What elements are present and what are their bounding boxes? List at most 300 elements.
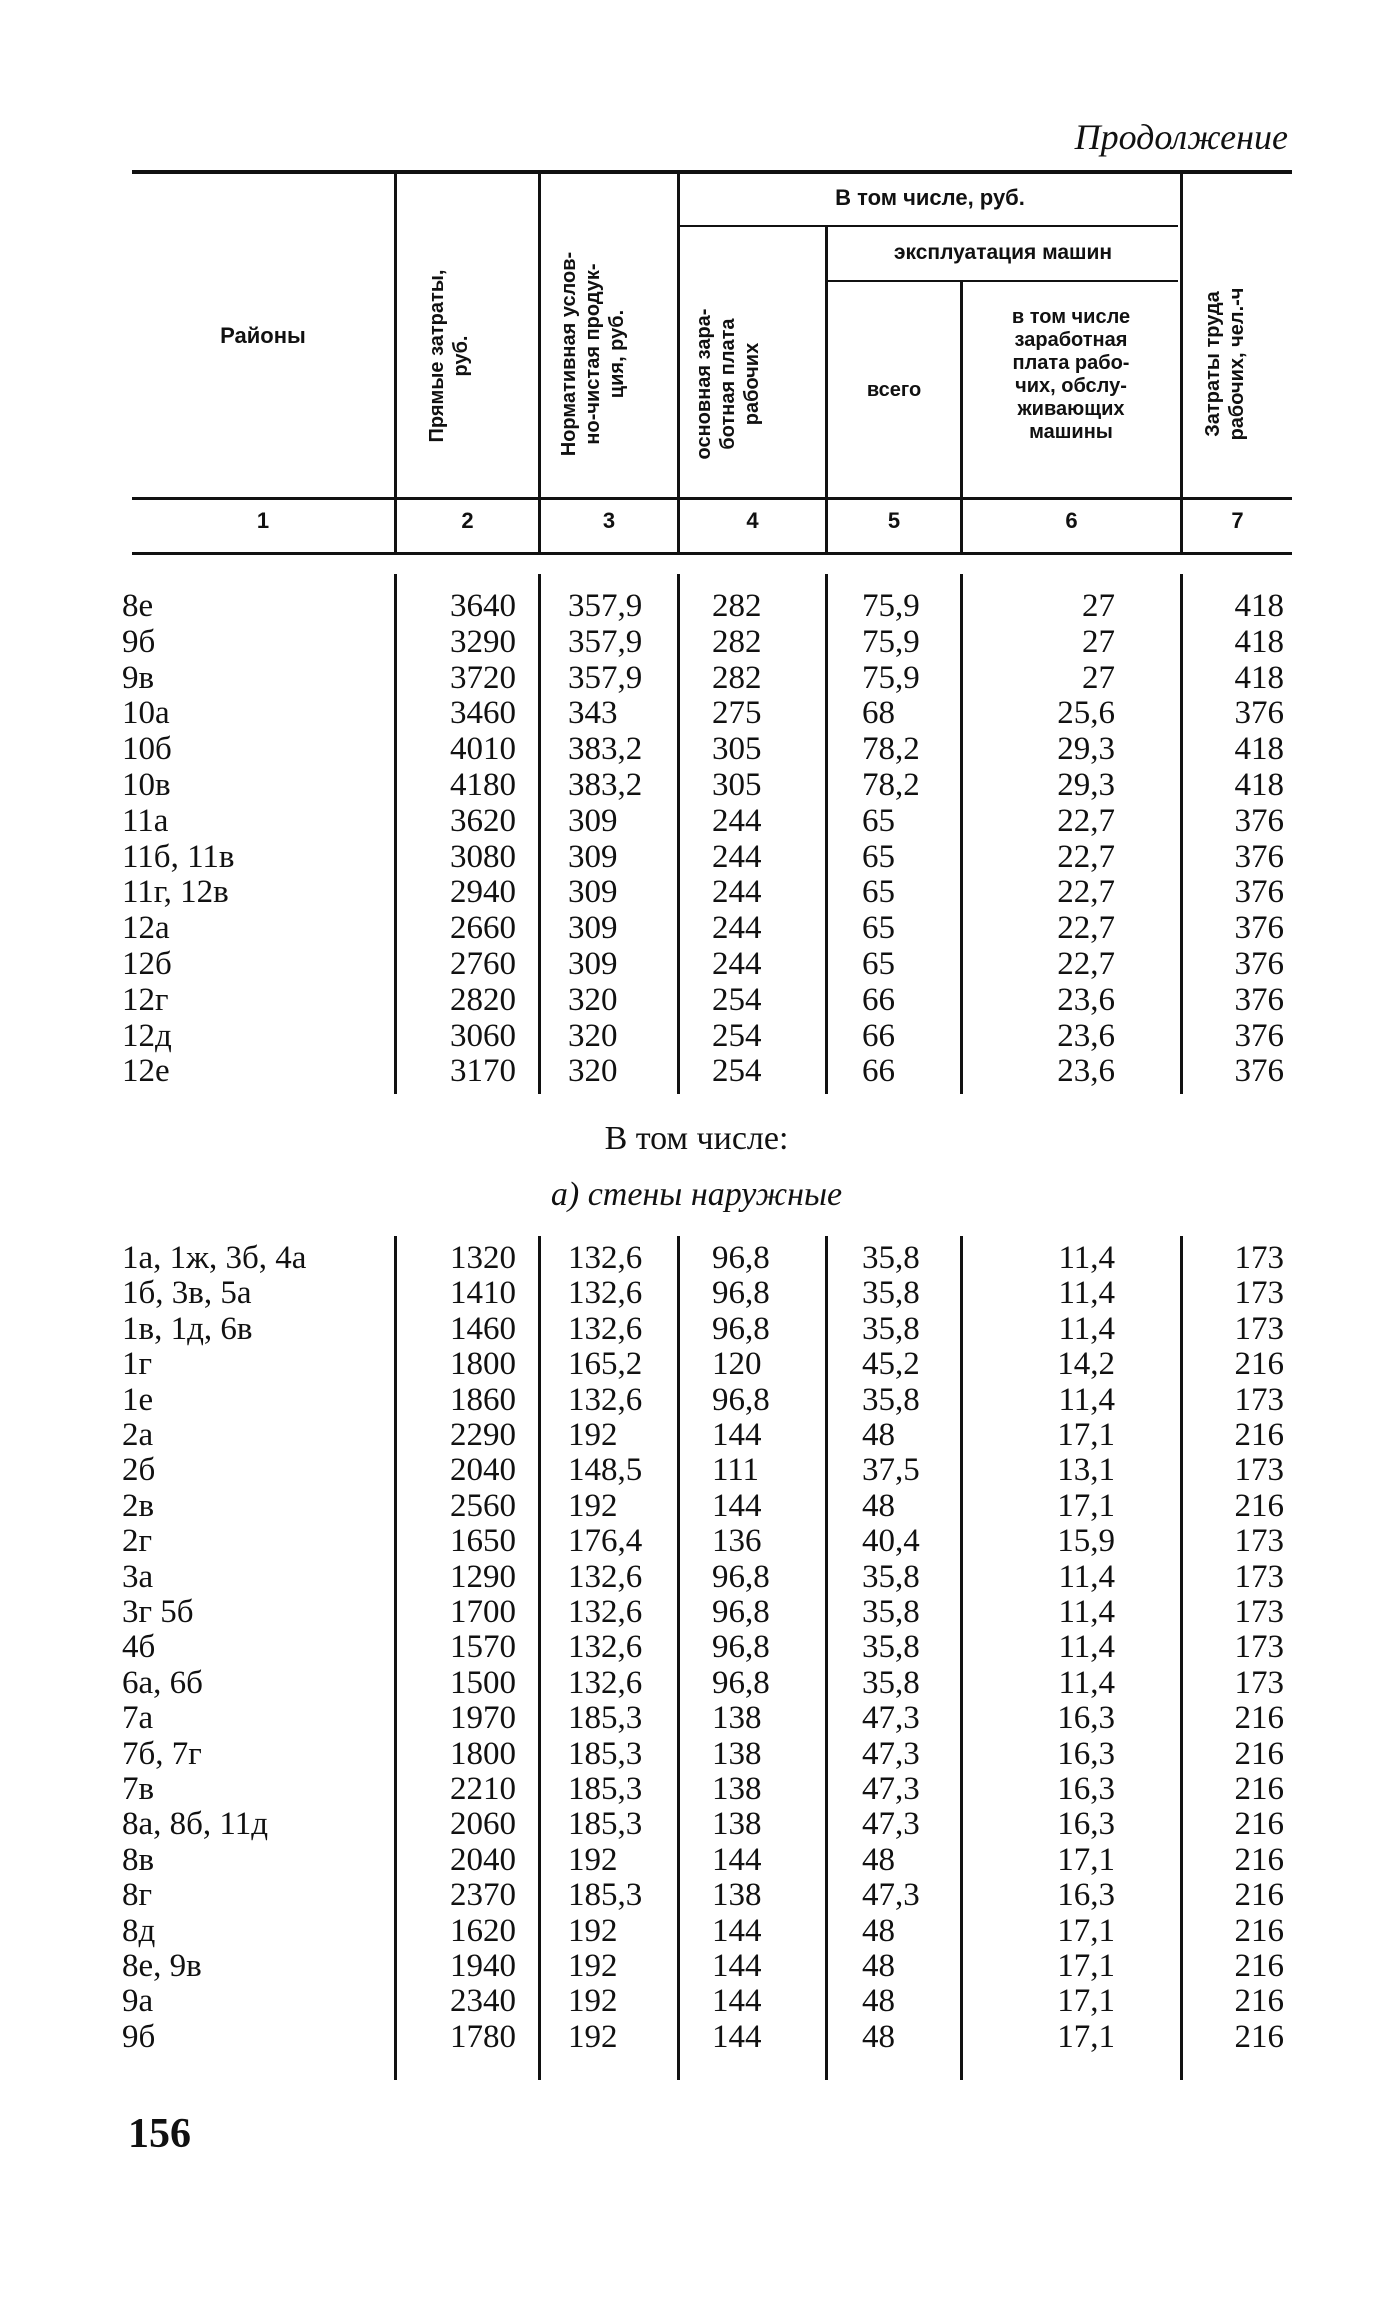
table-row [0, 1771, 1393, 1807]
value-cell-col6: 22,7 [1057, 874, 1115, 911]
value-cell-col7: 376 [1234, 802, 1284, 839]
header-vline-3 [677, 174, 680, 555]
value-cell-col3: 309 [568, 838, 618, 875]
value-cell-col7: 216 [1234, 1948, 1284, 1984]
value-cell-col3: 192 [568, 1948, 618, 1984]
value-cell-col4: 120 [712, 1346, 762, 1383]
value-cell-col3: 185,3 [568, 1771, 643, 1807]
district-cell: 11г, 12в [122, 874, 229, 911]
value-cell-col3: 176,4 [568, 1523, 643, 1560]
header-vline-2 [538, 174, 541, 555]
value-cell-col5: 35,8 [862, 1664, 920, 1701]
value-cell-col2: 1650 [450, 1523, 516, 1560]
colnum-4: 4 [746, 508, 759, 533]
value-cell-col3: 132,6 [568, 1664, 643, 1701]
value-cell-col7: 216 [1234, 1487, 1284, 1524]
value-cell-col5: 35,8 [862, 1381, 920, 1418]
value-cell-col6: 16,3 [1057, 1771, 1115, 1807]
value-cell-col4: 136 [712, 1523, 762, 1560]
district-cell: 7в [122, 1771, 155, 1807]
table-row [0, 1983, 1393, 2019]
value-cell-col5: 48 [862, 1983, 895, 2020]
table-row [0, 839, 1393, 875]
value-cell-col3: 192 [568, 1841, 618, 1878]
value-cell-col3: 357,9 [568, 623, 643, 660]
table-row [0, 1913, 1393, 1949]
value-cell-col4: 305 [712, 767, 762, 803]
value-cell-col4: 244 [712, 946, 762, 982]
value-cell-col2: 2940 [450, 874, 516, 911]
value-cell-col7: 173 [1234, 1275, 1284, 1312]
value-cell-col5: 48 [862, 2018, 895, 2055]
value-cell-col4: 254 [712, 1053, 762, 1090]
value-cell-col2: 2760 [450, 946, 516, 982]
table-row [0, 731, 1393, 767]
value-cell-col6: 11,4 [1058, 1240, 1115, 1276]
value-cell-col4: 244 [712, 874, 762, 911]
value-cell-col6: 16,3 [1057, 1806, 1115, 1843]
table-row [0, 1559, 1393, 1595]
value-cell-col2: 2820 [450, 981, 516, 1018]
value-cell-col4: 144 [712, 1841, 762, 1878]
value-cell-col5: 75,9 [862, 588, 920, 624]
table-row [0, 1053, 1393, 1089]
value-cell-col3: 185,3 [568, 1877, 643, 1914]
table-row [0, 1877, 1393, 1913]
value-cell-col5: 66 [862, 1053, 895, 1090]
value-cell-col3: 192 [568, 1487, 618, 1524]
value-cell-col7: 173 [1234, 1523, 1284, 1560]
value-cell-col7: 418 [1234, 731, 1284, 768]
table-row [0, 2019, 1393, 2055]
value-cell-col5: 47,3 [862, 1877, 920, 1914]
header-bottom-rule [132, 497, 1292, 500]
value-cell-col2: 3080 [450, 838, 516, 875]
value-cell-col3: 132,6 [568, 1629, 643, 1666]
value-cell-col5: 48 [862, 1912, 895, 1949]
value-cell-col3: 132,6 [568, 1558, 643, 1595]
value-cell-col5: 35,8 [862, 1629, 920, 1666]
value-cell-col2: 1500 [450, 1664, 516, 1701]
value-cell-col6: 22,7 [1057, 838, 1115, 875]
value-cell-col2: 1940 [450, 1948, 516, 1984]
district-cell: 1г [122, 1346, 153, 1383]
table-row [0, 660, 1393, 696]
header-normative-product: Нормативная услов- но-чистая продук- ция, руб. [558, 251, 628, 457]
district-cell: 12б [122, 946, 172, 982]
value-cell-col7: 418 [1234, 623, 1284, 660]
value-cell-col2: 1780 [450, 2018, 516, 2055]
value-cell-col3: 192 [568, 1417, 618, 1453]
district-cell: 8е, 9в [122, 1948, 202, 1984]
value-cell-col3: 132,6 [568, 1381, 643, 1418]
value-cell-col7: 216 [1234, 1841, 1284, 1878]
value-cell-col2: 4010 [450, 731, 516, 768]
value-cell-col2: 3640 [450, 588, 516, 624]
table-row [0, 588, 1393, 624]
district-cell: 1а, 1ж, 3б, 4а [122, 1240, 307, 1276]
value-cell-col3: 185,3 [568, 1735, 643, 1772]
value-cell-col5: 65 [862, 802, 895, 839]
value-cell-col7: 376 [1234, 946, 1284, 982]
value-cell-col3: 185,3 [568, 1700, 643, 1737]
value-cell-col3: 132,6 [568, 1240, 643, 1276]
district-cell: 12а [122, 910, 170, 947]
value-cell-col6: 11,4 [1058, 1558, 1115, 1595]
value-cell-col6: 22,7 [1057, 946, 1115, 982]
value-cell-col7: 376 [1234, 838, 1284, 875]
value-cell-col2: 3290 [450, 623, 516, 660]
value-cell-col5: 65 [862, 946, 895, 982]
value-cell-col4: 138 [712, 1735, 762, 1772]
value-cell-col6: 23,6 [1057, 1017, 1115, 1054]
value-cell-col2: 2060 [450, 1806, 516, 1843]
value-cell-col6: 23,6 [1057, 981, 1115, 1018]
header-districts: Районы [220, 323, 306, 348]
value-cell-col2: 3620 [450, 802, 516, 839]
value-cell-col6: 27 [1082, 623, 1115, 660]
value-cell-col2: 2370 [450, 1877, 516, 1914]
value-cell-col3: 309 [568, 946, 618, 982]
value-cell-col4: 282 [712, 623, 762, 660]
value-cell-col5: 47,3 [862, 1806, 920, 1843]
value-cell-col7: 173 [1234, 1310, 1284, 1347]
header-direct-costs: Прямые затраты, руб. [426, 269, 472, 443]
value-cell-col5: 47,3 [862, 1771, 920, 1807]
value-cell-col4: 138 [712, 1771, 762, 1807]
value-cell-col4: 138 [712, 1700, 762, 1737]
value-cell-col2: 1800 [450, 1346, 516, 1383]
value-cell-col2: 1460 [450, 1310, 516, 1347]
value-cell-col2: 3060 [450, 1017, 516, 1054]
table-row [0, 1842, 1393, 1878]
value-cell-col6: 14,2 [1057, 1346, 1115, 1383]
value-cell-col2: 2290 [450, 1417, 516, 1453]
value-cell-col4: 254 [712, 981, 762, 1018]
value-cell-col3: 192 [568, 1983, 618, 2020]
district-cell: 12е [122, 1053, 170, 1090]
value-cell-col5: 40,4 [862, 1523, 920, 1560]
value-cell-col7: 418 [1234, 588, 1284, 624]
value-cell-col6: 17,1 [1057, 1948, 1115, 1984]
value-cell-col6: 27 [1082, 659, 1115, 696]
value-cell-col5: 47,3 [862, 1735, 920, 1772]
value-cell-col4: 111 [712, 1452, 760, 1489]
value-cell-col7: 216 [1234, 1346, 1284, 1383]
value-cell-col6: 17,1 [1057, 1417, 1115, 1453]
district-cell: 9б [122, 623, 156, 660]
value-cell-col6: 29,3 [1057, 731, 1115, 768]
value-cell-col4: 275 [712, 695, 762, 732]
value-cell-col6: 22,7 [1057, 802, 1115, 839]
value-cell-col4: 282 [712, 659, 762, 696]
value-cell-col6: 15,9 [1057, 1523, 1115, 1560]
value-cell-col4: 144 [712, 1948, 762, 1984]
value-cell-col7: 216 [1234, 2018, 1284, 2055]
header-machine-operation: эксплуатация машин [893, 241, 1113, 264]
value-cell-col7: 376 [1234, 874, 1284, 911]
value-cell-col5: 78,2 [862, 731, 920, 768]
value-cell-col5: 65 [862, 838, 895, 875]
district-cell: 4б [122, 1629, 156, 1666]
district-cell: 1в, 1д, 6в [122, 1310, 253, 1347]
value-cell-col5: 66 [862, 981, 895, 1018]
value-cell-col2: 1570 [450, 1629, 516, 1666]
district-cell: 8а, 8б, 11д [122, 1806, 269, 1843]
value-cell-col7: 173 [1234, 1452, 1284, 1489]
value-cell-col5: 68 [862, 695, 895, 732]
district-cell: 3а [122, 1558, 154, 1595]
value-cell-col2: 2040 [450, 1841, 516, 1878]
table-row [0, 1452, 1393, 1488]
district-cell: 11а [122, 802, 169, 839]
value-cell-col4: 244 [712, 802, 762, 839]
value-cell-col4: 144 [712, 1983, 762, 2020]
value-cell-col6: 29,3 [1057, 767, 1115, 803]
district-cell: 11б, 11в [122, 838, 235, 875]
table-row [0, 1382, 1393, 1418]
section-title: В том числе: [604, 1120, 789, 1157]
table-row [0, 1240, 1393, 1276]
district-cell: 2г [122, 1523, 153, 1560]
value-cell-col7: 216 [1234, 1806, 1284, 1843]
colnum-3: 3 [602, 508, 616, 533]
value-cell-col5: 35,8 [862, 1558, 920, 1595]
table-row [0, 1594, 1393, 1630]
district-cell: 8г [122, 1877, 153, 1914]
value-cell-col3: 192 [568, 2018, 618, 2055]
colnum-1: 1 [256, 508, 270, 533]
value-cell-col2: 1800 [450, 1735, 516, 1772]
value-cell-col2: 1620 [450, 1912, 516, 1949]
value-cell-col2: 2560 [450, 1487, 516, 1524]
value-cell-col3: 320 [568, 1017, 618, 1054]
table-row [0, 1948, 1393, 1984]
district-cell: 2в [122, 1487, 155, 1524]
value-cell-col2: 1700 [450, 1594, 516, 1630]
value-cell-col7: 418 [1234, 659, 1284, 696]
table-row [0, 1417, 1393, 1453]
table-row [0, 1665, 1393, 1701]
value-cell-col2: 1290 [450, 1558, 516, 1595]
value-cell-col5: 48 [862, 1487, 895, 1524]
value-cell-col3: 383,2 [568, 767, 643, 803]
value-cell-col6: 11,4 [1058, 1275, 1115, 1312]
value-cell-col4: 144 [712, 1487, 762, 1524]
value-cell-col4: 138 [712, 1806, 762, 1843]
value-cell-col5: 35,8 [862, 1310, 920, 1347]
value-cell-col4: 282 [712, 588, 762, 624]
value-cell-col6: 22,7 [1057, 910, 1115, 947]
value-cell-col5: 37,5 [862, 1452, 920, 1489]
district-cell: 3г 5б [122, 1594, 194, 1630]
value-cell-col2: 2660 [450, 910, 516, 947]
value-cell-col6: 17,1 [1057, 2018, 1115, 2055]
value-cell-col6: 17,1 [1057, 1487, 1115, 1524]
header-total: всего [866, 379, 922, 401]
value-cell-col7: 376 [1234, 1053, 1284, 1090]
value-cell-col5: 65 [862, 874, 895, 911]
value-cell-col3: 343 [568, 695, 618, 732]
table-row [0, 1311, 1393, 1347]
header-including-group: В том числе, руб. [835, 185, 1025, 210]
value-cell-col7: 216 [1234, 1735, 1284, 1772]
colnum-7: 7 [1231, 508, 1244, 533]
value-cell-col7: 216 [1234, 1912, 1284, 1949]
value-cell-col6: 16,3 [1057, 1735, 1115, 1772]
value-cell-col6: 17,1 [1057, 1841, 1115, 1878]
district-cell: 12г [122, 981, 169, 1018]
district-cell: 10а [122, 695, 170, 732]
value-cell-col7: 173 [1234, 1381, 1284, 1418]
district-cell: 8е [122, 588, 154, 624]
table-row [0, 1736, 1393, 1772]
district-cell: 8д [122, 1912, 156, 1949]
colnum-2: 2 [461, 508, 474, 533]
table-row [0, 624, 1393, 660]
value-cell-col4: 138 [712, 1877, 762, 1914]
value-cell-col7: 376 [1234, 1017, 1284, 1054]
value-cell-col4: 96,8 [712, 1629, 770, 1666]
value-cell-col7: 418 [1234, 767, 1284, 803]
page-number: 156 [128, 2111, 191, 2157]
table-row [0, 910, 1393, 946]
value-cell-col5: 78,2 [862, 767, 920, 803]
value-cell-col5: 35,8 [862, 1240, 920, 1276]
value-cell-col2: 3720 [450, 659, 516, 696]
value-cell-col4: 96,8 [712, 1381, 770, 1418]
value-cell-col5: 48 [862, 1948, 895, 1984]
value-cell-col4: 96,8 [712, 1240, 770, 1276]
value-cell-col3: 185,3 [568, 1806, 643, 1843]
value-cell-col6: 27 [1082, 588, 1115, 624]
value-cell-col4: 305 [712, 731, 762, 768]
value-cell-col2: 3460 [450, 695, 516, 732]
value-cell-col6: 11,4 [1058, 1664, 1115, 1701]
value-cell-col4: 144 [712, 2018, 762, 2055]
continuation-label: Продолжение [1074, 117, 1288, 157]
value-cell-col3: 165,2 [568, 1346, 643, 1383]
value-cell-col5: 35,8 [862, 1594, 920, 1630]
numbers-bottom-rule [132, 552, 1292, 555]
table-row [0, 874, 1393, 910]
district-cell: 1б, 3в, 5а [122, 1275, 252, 1312]
value-cell-col4: 96,8 [712, 1275, 770, 1312]
table-row [0, 1806, 1393, 1842]
value-cell-col6: 25,6 [1057, 695, 1115, 732]
value-cell-col2: 1410 [450, 1275, 516, 1312]
value-cell-col7: 173 [1234, 1629, 1284, 1666]
value-cell-col4: 254 [712, 1017, 762, 1054]
value-cell-col3: 309 [568, 802, 618, 839]
value-cell-col3: 357,9 [568, 588, 643, 624]
value-cell-col6: 13,1 [1057, 1452, 1115, 1489]
value-cell-col2: 2040 [450, 1452, 516, 1489]
header-base-wage: основная зара- ботная плата рабочих [693, 308, 763, 460]
table-row [0, 1629, 1393, 1665]
top-rule [132, 170, 1292, 174]
value-cell-col3: 383,2 [568, 731, 643, 768]
value-cell-col7: 216 [1234, 1877, 1284, 1914]
value-cell-col4: 144 [712, 1912, 762, 1949]
colnum-6: 6 [1065, 508, 1078, 533]
table-row [0, 1275, 1393, 1311]
value-cell-col6: 11,4 [1058, 1381, 1115, 1418]
district-cell: 2а [122, 1417, 154, 1453]
value-cell-col7: 173 [1234, 1240, 1284, 1276]
value-cell-col2: 1970 [450, 1700, 516, 1737]
district-cell: 2б [122, 1452, 156, 1489]
value-cell-col5: 47,3 [862, 1700, 920, 1737]
value-cell-col2: 1320 [450, 1240, 516, 1276]
value-cell-col7: 376 [1234, 910, 1284, 947]
table-row [0, 1346, 1393, 1382]
district-cell: 9в [122, 659, 155, 696]
value-cell-col4: 244 [712, 910, 762, 947]
value-cell-col6: 11,4 [1058, 1594, 1115, 1630]
header-vline-6 [1180, 174, 1183, 555]
district-cell: 7б, 7г [122, 1735, 202, 1772]
value-cell-col3: 357,9 [568, 659, 643, 696]
value-cell-col6: 16,3 [1057, 1877, 1115, 1914]
value-cell-col6: 11,4 [1058, 1629, 1115, 1666]
subsection-title: а) стены наружные [550, 1176, 843, 1213]
value-cell-col2: 2210 [450, 1771, 516, 1807]
value-cell-col5: 48 [862, 1841, 895, 1878]
value-cell-col7: 376 [1234, 695, 1284, 732]
value-cell-col5: 75,9 [862, 659, 920, 696]
header-machine-wage: в том числе заработная плата рабо- чих, обслу- живающих машины [1011, 306, 1131, 443]
value-cell-col7: 216 [1234, 1983, 1284, 2020]
group-underline [680, 225, 1178, 227]
value-cell-col5: 35,8 [862, 1275, 920, 1312]
value-cell-col2: 3170 [450, 1053, 516, 1090]
value-cell-col5: 75,9 [862, 623, 920, 660]
value-cell-col2: 4180 [450, 767, 516, 803]
table-row [0, 767, 1393, 803]
value-cell-col7: 173 [1234, 1594, 1284, 1630]
table-row [0, 982, 1393, 1018]
value-cell-col3: 309 [568, 910, 618, 947]
subgroup-underline [826, 280, 1178, 282]
table-row [0, 1488, 1393, 1524]
table-row [0, 1700, 1393, 1736]
value-cell-col5: 65 [862, 910, 895, 947]
value-cell-col7: 173 [1234, 1664, 1284, 1701]
value-cell-col4: 144 [712, 1417, 762, 1453]
value-cell-col2: 2340 [450, 1983, 516, 2020]
table-row [0, 695, 1393, 731]
value-cell-col3: 309 [568, 874, 618, 911]
value-cell-col5: 48 [862, 1417, 895, 1453]
district-cell: 12д [122, 1017, 172, 1054]
value-cell-col7: 216 [1234, 1700, 1284, 1737]
value-cell-col6: 16,3 [1057, 1700, 1115, 1737]
value-cell-col5: 45,2 [862, 1346, 920, 1383]
value-cell-col3: 320 [568, 981, 618, 1018]
table-row [0, 803, 1393, 839]
value-cell-col7: 376 [1234, 981, 1284, 1018]
district-cell: 9б [122, 2018, 156, 2055]
value-cell-col3: 148,5 [568, 1452, 643, 1489]
table-row [0, 1018, 1393, 1054]
district-cell: 10в [122, 767, 171, 803]
value-cell-col7: 173 [1234, 1558, 1284, 1595]
value-cell-col3: 132,6 [568, 1594, 643, 1630]
value-cell-col5: 66 [862, 1017, 895, 1054]
table-row [0, 946, 1393, 982]
value-cell-col6: 11,4 [1058, 1310, 1115, 1347]
